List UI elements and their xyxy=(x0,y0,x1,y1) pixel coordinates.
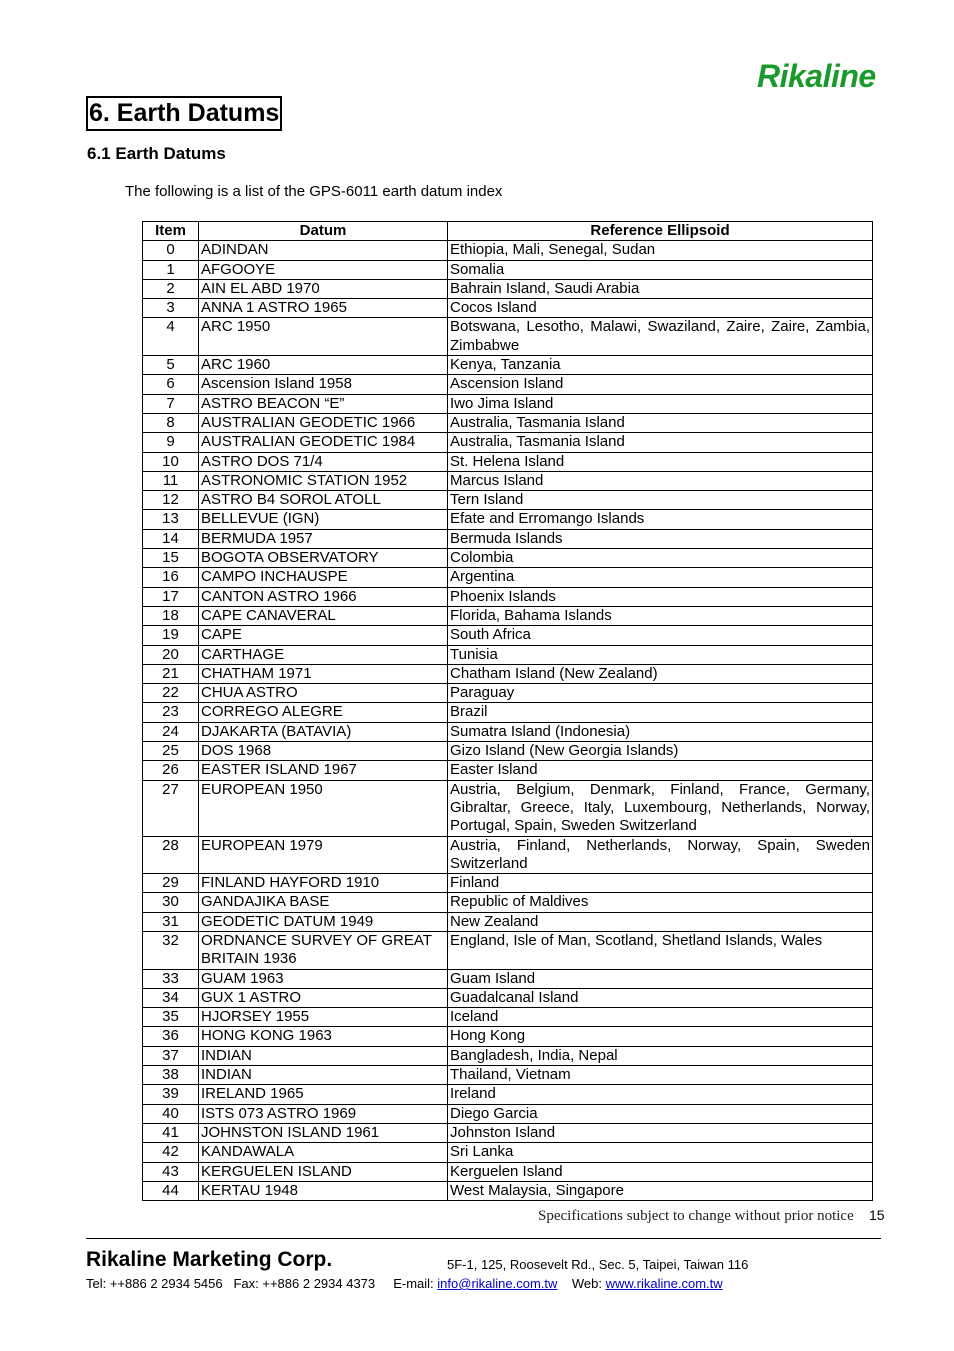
table-row xyxy=(143,452,873,471)
datum-cell: KERTAU 1948 xyxy=(199,1181,448,1200)
table-row xyxy=(143,241,873,260)
intro-text: The following is a list of the GPS-6011 earth datum index xyxy=(125,183,503,200)
datum-cell: EUROPEAN 1950 xyxy=(199,780,448,836)
footer-web-label: Web: xyxy=(571,1276,602,1291)
datum-cell: KANDAWALA xyxy=(199,1143,448,1162)
table-row xyxy=(143,722,873,741)
header-reference-ellipsoid: Reference Ellipsoid xyxy=(448,222,873,241)
company-logo: Rikaline xyxy=(757,58,876,94)
datum-cell: ARC 1950 xyxy=(199,318,448,356)
item-number-cell: 42 xyxy=(143,1143,199,1162)
item-number-cell: 29 xyxy=(143,874,199,893)
item-number-cell: 22 xyxy=(143,684,199,703)
item-number-cell: 2 xyxy=(143,279,199,298)
datum-cell: BELLEVUE (IGN) xyxy=(199,510,448,529)
item-number-cell: 37 xyxy=(143,1046,199,1065)
reference-ellipsoid-cell: Marcus Island xyxy=(448,471,873,490)
reference-ellipsoid-cell: Iwo Jima Island xyxy=(448,394,873,413)
table-row xyxy=(143,912,873,931)
item-number-cell: 8 xyxy=(143,413,199,432)
reference-ellipsoid-cell: Botswana, Lesotho, Malawi, Swaziland, Zaire, Zaire, Zambia, Zimbabwe xyxy=(448,318,873,356)
footer-company-name: Rikaline Marketing Corp. xyxy=(86,1248,333,1271)
reference-ellipsoid-cell: Guam Island xyxy=(448,969,873,988)
item-number-cell: 33 xyxy=(143,969,199,988)
item-number-cell: 15 xyxy=(143,549,199,568)
table-header-row xyxy=(143,222,873,241)
datum-cell: ASTRO B4 SOROL ATOLL xyxy=(199,491,448,510)
table-row xyxy=(143,645,873,664)
reference-ellipsoid-cell: Diego Garcia xyxy=(448,1104,873,1123)
item-number-cell: 0 xyxy=(143,241,199,260)
reference-ellipsoid-cell: South Africa xyxy=(448,626,873,645)
item-number-cell: 14 xyxy=(143,529,199,548)
table-row xyxy=(143,1008,873,1027)
reference-ellipsoid-cell: Somalia xyxy=(448,260,873,279)
table-row xyxy=(143,836,873,874)
reference-ellipsoid-cell: Easter Island xyxy=(448,761,873,780)
table-row xyxy=(143,931,873,969)
reference-ellipsoid-cell: Kerguelen Island xyxy=(448,1162,873,1181)
datum-cell: CARTHAGE xyxy=(199,645,448,664)
reference-ellipsoid-cell: Sri Lanka xyxy=(448,1143,873,1162)
datum-cell: CANTON ASTRO 1966 xyxy=(199,587,448,606)
datum-cell: Ascension Island 1958 xyxy=(199,375,448,394)
item-number-cell: 27 xyxy=(143,780,199,836)
table-row xyxy=(143,703,873,722)
table-row xyxy=(143,626,873,645)
table-row xyxy=(143,1046,873,1065)
table-row xyxy=(143,491,873,510)
table-row xyxy=(143,1123,873,1142)
reference-ellipsoid-cell: Hong Kong xyxy=(448,1027,873,1046)
reference-ellipsoid-cell: Tern Island xyxy=(448,491,873,510)
reference-ellipsoid-cell: England, Isle of Man, Scotland, Shetland Islands, Wales xyxy=(448,931,873,969)
reference-ellipsoid-cell: Colombia xyxy=(448,549,873,568)
reference-ellipsoid-cell: Ethiopia, Mali, Senegal, Sudan xyxy=(448,241,873,260)
datum-cell: INDIAN xyxy=(199,1046,448,1065)
datum-cell: ASTRO DOS 71/4 xyxy=(199,452,448,471)
item-number-cell: 17 xyxy=(143,587,199,606)
item-number-cell: 38 xyxy=(143,1066,199,1085)
reference-ellipsoid-cell: New Zealand xyxy=(448,912,873,931)
item-number-cell: 21 xyxy=(143,664,199,683)
datum-cell: ASTRO BEACON “E” xyxy=(199,394,448,413)
datum-cell: GUX 1 ASTRO xyxy=(199,988,448,1007)
reference-ellipsoid-cell: Guadalcanal Island xyxy=(448,988,873,1007)
item-number-cell: 23 xyxy=(143,703,199,722)
datum-cell: ANNA 1 ASTRO 1965 xyxy=(199,299,448,318)
datum-cell: AIN EL ABD 1970 xyxy=(199,279,448,298)
reference-ellipsoid-cell: St. Helena Island xyxy=(448,452,873,471)
item-number-cell: 31 xyxy=(143,912,199,931)
item-number-cell: 20 xyxy=(143,645,199,664)
footer-address: 5F-1, 125, Roosevelt Rd., Sec. 5, Taipei, Taiwan 116 xyxy=(447,1257,749,1272)
footer-email-label: E-mail: xyxy=(393,1276,434,1291)
reference-ellipsoid-cell: Bangladesh, India, Nepal xyxy=(448,1046,873,1065)
table-row xyxy=(143,1162,873,1181)
datum-cell: JOHNSTON ISLAND 1961 xyxy=(199,1123,448,1142)
datum-cell: HJORSEY 1955 xyxy=(199,1008,448,1027)
datum-cell: BERMUDA 1957 xyxy=(199,529,448,548)
item-number-cell: 28 xyxy=(143,836,199,874)
reference-ellipsoid-cell: Iceland xyxy=(448,1008,873,1027)
datum-cell: KERGUELEN ISLAND xyxy=(199,1162,448,1181)
reference-ellipsoid-cell: Brazil xyxy=(448,703,873,722)
table-row xyxy=(143,356,873,375)
datum-cell: ORDNANCE SURVEY OF GREAT BRITAIN 1936 xyxy=(199,931,448,969)
item-number-cell: 6 xyxy=(143,375,199,394)
table-row xyxy=(143,394,873,413)
datum-cell: EUROPEAN 1979 xyxy=(199,836,448,874)
table-body xyxy=(143,241,873,1201)
datum-cell: GANDAJIKA BASE xyxy=(199,893,448,912)
table-row xyxy=(143,260,873,279)
item-number-cell: 1 xyxy=(143,260,199,279)
datum-cell: DOS 1968 xyxy=(199,742,448,761)
header-datum: Datum xyxy=(199,222,448,241)
datum-cell: GEODETIC DATUM 1949 xyxy=(199,912,448,931)
table-row xyxy=(143,279,873,298)
chapter-title: 6. Earth Datums xyxy=(86,96,282,131)
datum-cell: AUSTRALIAN GEODETIC 1984 xyxy=(199,433,448,452)
table-row xyxy=(143,1066,873,1085)
datum-cell: FINLAND HAYFORD 1910 xyxy=(199,874,448,893)
table-row xyxy=(143,1104,873,1123)
item-number-cell: 12 xyxy=(143,491,199,510)
item-number-cell: 9 xyxy=(143,433,199,452)
table-row xyxy=(143,299,873,318)
table-row xyxy=(143,549,873,568)
footer-divider xyxy=(86,1238,881,1239)
footer-web-link[interactable]: www.rikaline.com.tw xyxy=(605,1276,723,1291)
footer-notice: Specifications subject to change without prior notice xyxy=(538,1208,854,1224)
header-item: Item xyxy=(143,222,199,241)
datum-cell: ASTRONOMIC STATION 1952 xyxy=(199,471,448,490)
reference-ellipsoid-cell: West Malaysia, Singapore xyxy=(448,1181,873,1200)
datum-cell: ISTS 073 ASTRO 1969 xyxy=(199,1104,448,1123)
item-number-cell: 43 xyxy=(143,1162,199,1181)
reference-ellipsoid-cell: Tunisia xyxy=(448,645,873,664)
item-number-cell: 32 xyxy=(143,931,199,969)
reference-ellipsoid-cell: Finland xyxy=(448,874,873,893)
item-number-cell: 16 xyxy=(143,568,199,587)
table-row xyxy=(143,874,873,893)
table-row xyxy=(143,606,873,625)
table-row xyxy=(143,318,873,356)
datum-cell: GUAM 1963 xyxy=(199,969,448,988)
table-row xyxy=(143,433,873,452)
datum-cell: DJAKARTA (BATAVIA) xyxy=(199,722,448,741)
table-row xyxy=(143,988,873,1007)
datum-cell: CHATHAM 1971 xyxy=(199,664,448,683)
footer-contact-line xyxy=(86,1276,723,1291)
item-number-cell: 30 xyxy=(143,893,199,912)
reference-ellipsoid-cell: Argentina xyxy=(448,568,873,587)
datum-cell: INDIAN xyxy=(199,1066,448,1085)
datum-cell: ADINDAN xyxy=(199,241,448,260)
item-number-cell: 44 xyxy=(143,1181,199,1200)
reference-ellipsoid-cell: Austria, Finland, Netherlands, Norway, Spain, Sweden Switzerland xyxy=(448,836,873,874)
datum-cell: CAPE xyxy=(199,626,448,645)
datum-cell: CORREGO ALEGRE xyxy=(199,703,448,722)
item-number-cell: 40 xyxy=(143,1104,199,1123)
reference-ellipsoid-cell: Austria, Belgium, Denmark, Finland, France, Germany, Gibraltar, Greece, Italy, Luxembourg, Netherlands, Norway, Portugal, Spain, Sweden Switzerland xyxy=(448,780,873,836)
table-row xyxy=(143,471,873,490)
table-row xyxy=(143,684,873,703)
item-number-cell: 39 xyxy=(143,1085,199,1104)
reference-ellipsoid-cell: Chatham Island (New Zealand) xyxy=(448,664,873,683)
reference-ellipsoid-cell: Republic of Maldives xyxy=(448,893,873,912)
earth-datum-table xyxy=(142,221,873,1201)
reference-ellipsoid-cell: Florida, Bahama Islands xyxy=(448,606,873,625)
reference-ellipsoid-cell: Thailand, Vietnam xyxy=(448,1066,873,1085)
table-row xyxy=(143,1181,873,1200)
item-number-cell: 18 xyxy=(143,606,199,625)
item-number-cell: 25 xyxy=(143,742,199,761)
item-number-cell: 11 xyxy=(143,471,199,490)
reference-ellipsoid-cell: Ascension Island xyxy=(448,375,873,394)
table-row xyxy=(143,1143,873,1162)
footer-email-link[interactable]: info@rikaline.com.tw xyxy=(437,1276,558,1291)
datum-cell: BOGOTA OBSERVATORY xyxy=(199,549,448,568)
item-number-cell: 26 xyxy=(143,761,199,780)
datum-cell: ARC 1960 xyxy=(199,356,448,375)
footer-tel: Tel: ++886 2 2934 5456 xyxy=(86,1276,223,1291)
item-number-cell: 24 xyxy=(143,722,199,741)
datum-cell: CAPE CANAVERAL xyxy=(199,606,448,625)
table-row xyxy=(143,1085,873,1104)
item-number-cell: 5 xyxy=(143,356,199,375)
footer-fax: Fax: ++886 2 2934 4373 xyxy=(233,1276,376,1291)
table-row xyxy=(143,529,873,548)
item-number-cell: 4 xyxy=(143,318,199,356)
table-row xyxy=(143,761,873,780)
reference-ellipsoid-cell: Bermuda Islands xyxy=(448,529,873,548)
table-row xyxy=(143,568,873,587)
datum-cell: CHUA ASTRO xyxy=(199,684,448,703)
reference-ellipsoid-cell: Ireland xyxy=(448,1085,873,1104)
datum-cell: AUSTRALIAN GEODETIC 1966 xyxy=(199,413,448,432)
datum-cell: AFGOOYE xyxy=(199,260,448,279)
item-number-cell: 7 xyxy=(143,394,199,413)
item-number-cell: 36 xyxy=(143,1027,199,1046)
reference-ellipsoid-cell: Australia, Tasmania Island xyxy=(448,413,873,432)
reference-ellipsoid-cell: Paraguay xyxy=(448,684,873,703)
table-row xyxy=(143,1027,873,1046)
reference-ellipsoid-cell: Efate and Erromango Islands xyxy=(448,510,873,529)
section-title: 6.1 Earth Datums xyxy=(87,144,226,163)
reference-ellipsoid-cell: Johnston Island xyxy=(448,1123,873,1142)
item-number-cell: 10 xyxy=(143,452,199,471)
item-number-cell: 34 xyxy=(143,988,199,1007)
table-row xyxy=(143,664,873,683)
item-number-cell: 3 xyxy=(143,299,199,318)
reference-ellipsoid-cell: Sumatra Island (Indonesia) xyxy=(448,722,873,741)
item-number-cell: 41 xyxy=(143,1123,199,1142)
table-row xyxy=(143,780,873,836)
table-row xyxy=(143,413,873,432)
table-row xyxy=(143,742,873,761)
reference-ellipsoid-cell: Bahrain Island, Saudi Arabia xyxy=(448,279,873,298)
item-number-cell: 35 xyxy=(143,1008,199,1027)
table-row xyxy=(143,969,873,988)
reference-ellipsoid-cell: Australia, Tasmania Island xyxy=(448,433,873,452)
page-number: 15 xyxy=(869,1207,885,1223)
item-number-cell: 19 xyxy=(143,626,199,645)
datum-cell: HONG KONG 1963 xyxy=(199,1027,448,1046)
table-row xyxy=(143,587,873,606)
reference-ellipsoid-cell: Cocos Island xyxy=(448,299,873,318)
table-row xyxy=(143,893,873,912)
reference-ellipsoid-cell: Phoenix Islands xyxy=(448,587,873,606)
reference-ellipsoid-cell: Gizo Island (New Georgia Islands) xyxy=(448,742,873,761)
datum-cell: IRELAND 1965 xyxy=(199,1085,448,1104)
table-row xyxy=(143,510,873,529)
datum-cell: CAMPO INCHAUSPE xyxy=(199,568,448,587)
datum-cell: EASTER ISLAND 1967 xyxy=(199,761,448,780)
item-number-cell: 13 xyxy=(143,510,199,529)
reference-ellipsoid-cell: Kenya, Tanzania xyxy=(448,356,873,375)
table-row xyxy=(143,375,873,394)
